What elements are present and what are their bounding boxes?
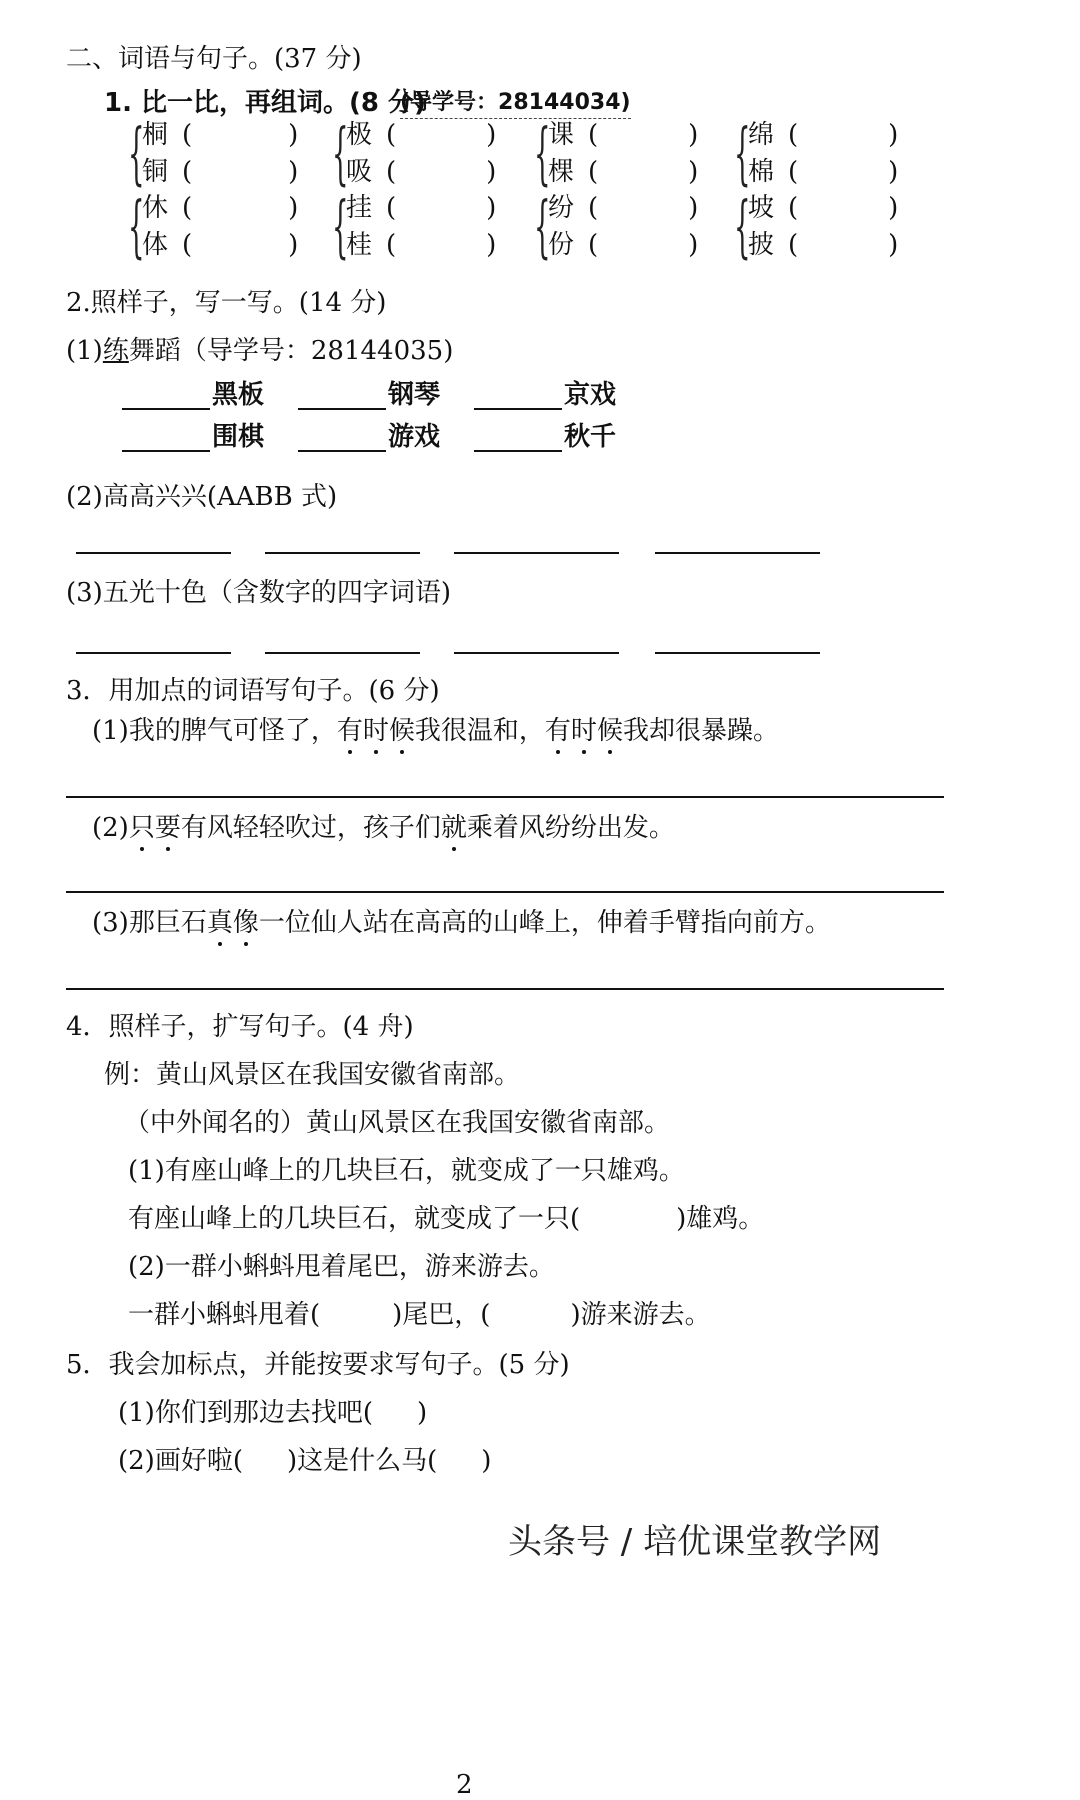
open-paren: ( — [788, 120, 799, 150]
answer-slot[interactable] — [192, 157, 288, 187]
q4-example: 例：黄山风景区在我国安徽省南部。 — [104, 1060, 521, 1090]
answer-slot[interactable] — [798, 230, 888, 260]
compare-character: 纷 — [548, 193, 575, 223]
q4-sentence-1-fill: 有座山峰上的几块巨石，就变成了一只( )雄鸡。 — [128, 1204, 765, 1234]
compare-word-row — [346, 120, 496, 150]
q3-sentence-1: (1)我的脾气可怪了，有时候我很温和，有时候我却很暴躁。 — [92, 716, 779, 746]
dotted-word: 有时候 — [336, 716, 415, 746]
close-paren: ) — [288, 120, 299, 150]
open-paren: ( — [788, 193, 799, 223]
q2-part1-example-word: 练 — [102, 336, 129, 366]
close-paren: ) — [888, 157, 899, 187]
open-paren: ( — [386, 157, 397, 187]
open-paren: ( — [588, 230, 599, 260]
open-paren: ( — [588, 157, 599, 187]
q2-part1-item: 游戏 — [298, 422, 440, 452]
open-paren: ( — [788, 230, 799, 260]
open-paren: ( — [386, 193, 397, 223]
compare-character: 极 — [346, 120, 373, 150]
close-paren: ) — [486, 157, 497, 187]
close-paren: ) — [288, 193, 299, 223]
answer-slot[interactable] — [598, 157, 688, 187]
brace-icon: { — [734, 189, 751, 268]
close-paren: ) — [688, 157, 699, 187]
open-paren: ( — [386, 120, 397, 150]
q3-sentence-2: (2)只要有风轻轻吹过，孩子们就乘着风纷纷出发。 — [92, 813, 675, 843]
compare-word-row — [142, 230, 298, 260]
compare-word-row — [346, 193, 496, 223]
q2-part1-prompt — [66, 336, 453, 366]
q2-part3-prompt: (3)五光十色（含数字的四字词语) — [66, 578, 451, 608]
answer-line[interactable] — [76, 652, 231, 654]
q3-sentence-3: (3)那巨石真像一位仙人站在高高的山峰上，伸着手臂指向前方。 — [92, 908, 831, 938]
q1-guide-number: (导学号：28144034) — [400, 88, 631, 119]
dotted-word: 只要 — [128, 813, 181, 843]
close-paren: ) — [888, 230, 899, 260]
compare-character: 体 — [142, 230, 169, 260]
brace-icon: { — [332, 116, 349, 195]
close-paren: ) — [486, 193, 497, 223]
section-heading: 二、词语与句子。(37 分) — [66, 44, 362, 74]
compare-word-row — [548, 230, 698, 260]
compare-character: 棉 — [748, 157, 775, 187]
q2-title: 2.照样子，写一写。(14 分) — [66, 288, 387, 318]
q2-part1-item: 京戏 — [474, 380, 616, 410]
answer-blank[interactable] — [122, 450, 210, 452]
answer-slot[interactable] — [192, 120, 288, 150]
close-paren: ) — [688, 193, 699, 223]
compare-word-row — [142, 193, 298, 223]
close-paren: ) — [486, 230, 497, 260]
q2-part2-prompt: (2)高高兴兴(AABB 式) — [66, 482, 338, 512]
answer-slot[interactable] — [192, 193, 288, 223]
answer-slot[interactable] — [798, 157, 888, 187]
close-paren: ) — [688, 230, 699, 260]
answer-line[interactable] — [454, 552, 619, 554]
answer-line[interactable] — [265, 652, 420, 654]
open-paren: ( — [588, 120, 599, 150]
answer-line[interactable] — [655, 652, 820, 654]
q5-sentence-2: (2)画好啦( )这是什么马( ) — [118, 1446, 492, 1476]
open-paren: ( — [386, 230, 397, 260]
answer-slot[interactable] — [598, 193, 688, 223]
answer-blank[interactable] — [474, 450, 562, 452]
q4-title: 4．照样子，扩写句子。(4 舟) — [66, 1012, 414, 1042]
close-paren: ) — [888, 193, 899, 223]
open-paren: ( — [588, 193, 599, 223]
dotted-word: 有时候 — [544, 716, 623, 746]
answer-slot[interactable] — [598, 230, 688, 260]
compare-word-row — [142, 157, 298, 187]
compare-word-row — [748, 120, 898, 150]
compare-character: 桂 — [346, 230, 373, 260]
page-number: 2 — [456, 1770, 473, 1800]
answer-line[interactable] — [265, 552, 420, 554]
answer-line[interactable] — [66, 891, 944, 893]
compare-character: 披 — [748, 230, 775, 260]
answer-slot[interactable] — [598, 120, 688, 150]
answer-line[interactable] — [655, 552, 820, 554]
brace-icon: { — [534, 116, 551, 195]
close-paren: ) — [288, 157, 299, 187]
q2-part1-label: (1) — [66, 336, 103, 366]
q4-example-expanded: （中外闻名的）黄山风景区在我国安徽省南部。 — [124, 1108, 671, 1138]
q4-sentence-2: (2)一群小蝌蚪甩着尾巴，游来游去。 — [128, 1252, 555, 1282]
answer-line[interactable] — [454, 652, 619, 654]
answer-blank[interactable] — [298, 408, 386, 410]
compare-word-row — [142, 120, 298, 150]
answer-blank[interactable] — [298, 450, 386, 452]
q2-part1-item: 黑板 — [122, 380, 264, 410]
answer-line[interactable] — [66, 796, 944, 798]
answer-line[interactable] — [76, 552, 231, 554]
answer-blank[interactable] — [122, 408, 210, 410]
brace-icon: { — [734, 116, 751, 195]
compare-character: 坡 — [748, 193, 775, 223]
answer-slot[interactable] — [396, 193, 486, 223]
brace-icon: { — [332, 189, 349, 268]
q4-sentence-2-fill: 一群小蝌蚪甩着( )尾巴，( )游来游去。 — [128, 1300, 711, 1330]
q2-part1-item: 围棋 — [122, 422, 264, 452]
compare-character: 吸 — [346, 157, 373, 187]
compare-word-row — [346, 157, 496, 187]
compare-word-row — [548, 157, 698, 187]
compare-word-row — [748, 193, 898, 223]
compare-character: 棵 — [548, 157, 575, 187]
q2-part1-item: 秋千 — [474, 422, 616, 452]
open-paren: ( — [182, 230, 193, 260]
open-paren: ( — [788, 157, 799, 187]
compare-character: 份 — [548, 230, 575, 260]
compare-character: 课 — [548, 120, 575, 150]
brace-icon: { — [128, 189, 145, 268]
open-paren: ( — [182, 157, 193, 187]
compare-character: 挂 — [346, 193, 373, 223]
answer-line[interactable] — [66, 988, 944, 990]
close-paren: ) — [288, 230, 299, 260]
compare-word-row — [548, 120, 698, 150]
brace-icon: { — [534, 189, 551, 268]
compare-word-row — [748, 230, 898, 260]
open-paren: ( — [182, 120, 193, 150]
compare-character: 休 — [142, 193, 169, 223]
compare-word-row — [748, 157, 898, 187]
answer-slot[interactable] — [798, 193, 888, 223]
answer-slot[interactable] — [396, 230, 486, 260]
q2-part1-rest: 舞蹈（导学号：28144035) — [128, 336, 454, 366]
watermark-text: 头条号 / 培优课堂教学网 — [508, 1522, 882, 1562]
answer-blank[interactable] — [474, 408, 562, 410]
open-paren: ( — [182, 193, 193, 223]
close-paren: ) — [888, 120, 899, 150]
q5-title: 5．我会加标点，并能按要求写句子。(5 分) — [66, 1350, 570, 1380]
dotted-word: 真像 — [206, 908, 259, 938]
close-paren: ) — [688, 120, 699, 150]
close-paren: ) — [486, 120, 497, 150]
compare-word-row — [346, 230, 496, 260]
answer-slot[interactable] — [396, 157, 486, 187]
compare-character: 铜 — [142, 157, 169, 187]
answer-slot[interactable] — [798, 120, 888, 150]
compare-word-row — [548, 193, 698, 223]
compare-character: 桐 — [142, 120, 169, 150]
q2-part1-item: 钢琴 — [298, 380, 440, 410]
q4-sentence-1: (1)有座山峰上的几块巨石，就变成了一只雄鸡。 — [128, 1156, 685, 1186]
q3-title: 3．用加点的词语写句子。(6 分) — [66, 676, 440, 706]
answer-slot[interactable] — [396, 120, 486, 150]
q5-sentence-1: (1)你们到那边去找吧( ) — [118, 1398, 428, 1428]
brace-icon: { — [128, 116, 145, 195]
answer-slot[interactable] — [192, 230, 288, 260]
compare-character: 绵 — [748, 120, 775, 150]
dotted-word: 就 — [440, 813, 467, 843]
q1-title: 1. 比一比，再组词。(8 分) — [104, 88, 426, 118]
